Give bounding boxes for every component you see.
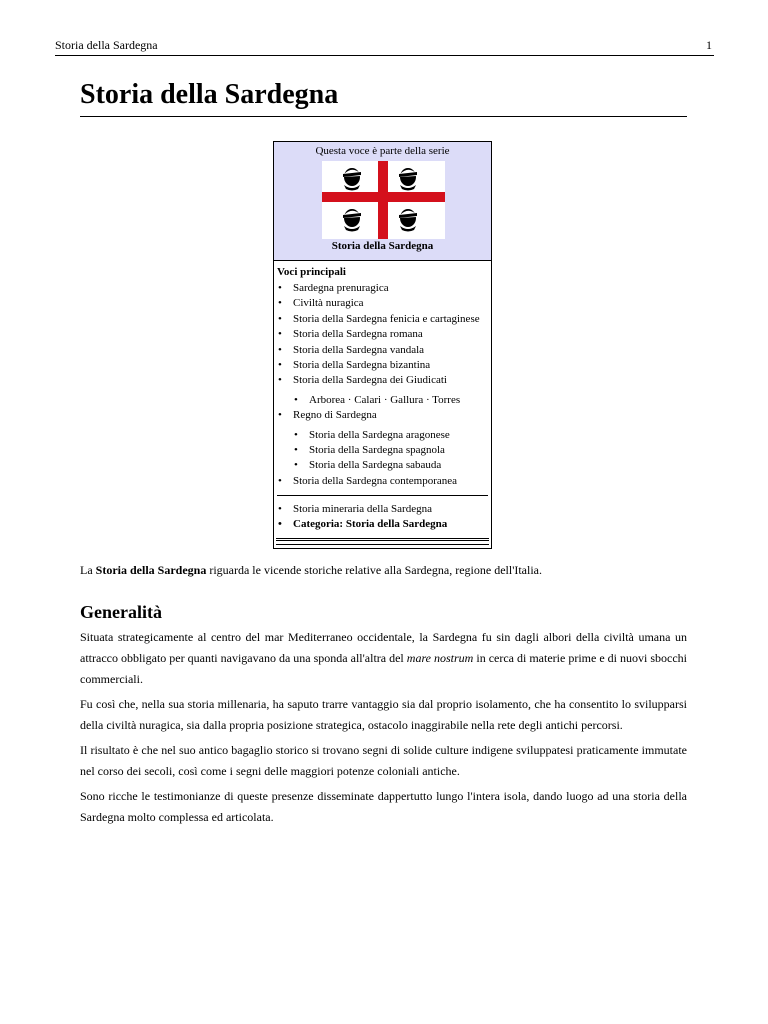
intro-bold-term: Storia della Sardegna xyxy=(95,563,207,577)
infobox-link[interactable]: • Storia della Sardegna vandala xyxy=(277,343,488,358)
paragraph: Sono ricche le testimonianze di queste presenze disseminate dappertutto lungo l'intera isola, dando luogo ad una storia della Sardegna molto complessa ed articolata. xyxy=(80,789,687,824)
infobox-link[interactable]: • Storia della Sardegna dei Giudicati xyxy=(277,373,488,388)
infobox-link[interactable]: • Storia della Sardegna romana xyxy=(277,327,488,342)
intro-text: La xyxy=(80,563,96,577)
infobox-section-heading: Voci principali xyxy=(277,266,346,278)
page-number: 1 xyxy=(706,38,712,52)
infobox-footer-double-rule xyxy=(276,540,489,545)
infobox-body xyxy=(274,261,491,533)
intro-text: riguarda le vicende storiche relative alla Sardegna, regione dell'Italia. xyxy=(206,563,542,577)
paragraph-text: Situata strategicamente al centro del mar Mediterraneo occidentale, la Sardegna fu sin dagli albori della civiltà umana un attracco obbligato per quanti navigavano da una sponda all'altra del xyxy=(80,630,687,665)
page-title: Storia della Sardegna xyxy=(80,76,687,117)
infobox-link[interactable]: • Sardegna prenuragica xyxy=(277,281,488,296)
infobox-link[interactable]: • Storia della Sardegna fenicia e cartaginese xyxy=(277,312,488,327)
infobox-sublink[interactable]: • Storia della Sardegna aragonese xyxy=(277,428,488,443)
infobox-link[interactable]: • Storia della Sardegna bizantina xyxy=(277,358,488,373)
infobox-link[interactable]: • Civiltà nuragica xyxy=(277,296,488,311)
infobox-divider xyxy=(277,495,488,496)
paragraph: Fu così che, nella sua storia millenaria, ha saputo trarre vantaggio sia dal proprio isolamento, che ha consentito lo svilupparsi della civiltà nuragica, sia dalla propria posizione strategica, ostacolo inaggirabile nella rete degli antichi percorsi. xyxy=(80,697,687,732)
infobox-series-name: Storia della Sardegna xyxy=(331,240,434,252)
running-header xyxy=(55,38,714,56)
infobox-footer-rule xyxy=(276,538,489,539)
infobox-main-list xyxy=(277,281,488,489)
infobox-series-label: Questa voce è parte della serie xyxy=(315,145,450,157)
infobox-link-contemporanea[interactable]: • Storia della Sardegna contemporanea xyxy=(277,474,488,489)
section-body xyxy=(80,627,687,832)
infobox-header xyxy=(274,142,491,261)
infobox-sublink[interactable]: • Storia della Sardegna sabauda xyxy=(277,458,488,473)
paragraph: Il risultato è che nel suo antico bagaglio storico si trovano segni di solide culture indigene sviluppatesi praticamente immutate nel corso dei secoli, così come i segni delle maggiori potenze coloniali antiche. xyxy=(80,743,687,778)
paragraph-text: in cerca di materie prime e di nuovi sbocchi commerciali. xyxy=(80,651,688,686)
paragraph xyxy=(80,627,687,690)
running-header-title: Storia della Sardegna xyxy=(55,38,158,52)
infobox-link-regno[interactable]: • Regno di Sardegna xyxy=(277,408,488,423)
infobox-link-categoria[interactable]: • Categoria: Storia della Sardegna xyxy=(277,517,488,532)
infobox-sublink[interactable]: • Storia della Sardegna spagnola xyxy=(277,443,488,458)
section-title: Generalità xyxy=(80,602,162,622)
infobox-link-mineraria[interactable]: • Storia mineraria della Sardegna xyxy=(277,502,488,517)
infobox-sublink-giudicati[interactable]: • Arborea · Calari · Gallura · Torres xyxy=(277,393,488,408)
intro-paragraph xyxy=(80,562,688,578)
flag-of-sardinia-icon xyxy=(322,161,445,239)
series-infobox xyxy=(273,141,492,549)
infobox-extra-list xyxy=(277,502,488,533)
italic-term: mare nostrum xyxy=(406,651,474,665)
